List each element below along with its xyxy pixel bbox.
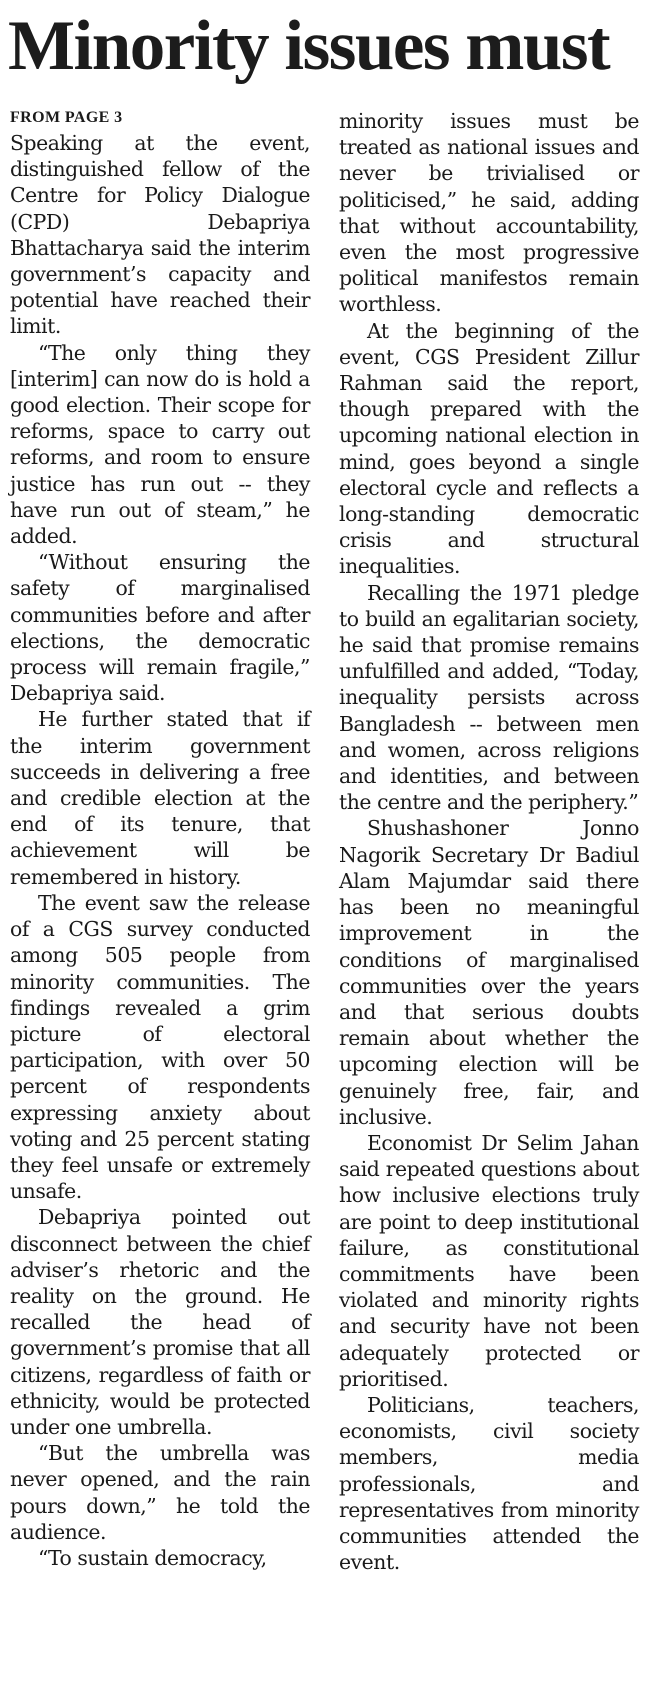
paragraph: “Without ensuring the safety of marginalised communities before and after elections, the democratic process will remain fragile,” Debapriya said. [10, 550, 310, 706]
paragraph: He further stated that if the interim government succeeds in delivering a free and credible election at the end of its tenure, that achievement will be remembered in history. [10, 707, 310, 889]
paragraph: minority issues must be treated as national issues and never be trivialised or politicised,” he said, adding that without accountability, even the most progressive political manifestos remain worthless. [339, 109, 639, 317]
paragraph: Speaking at the event, distinguished fellow of the Centre for Policy Dialogue (CPD) Debapriya Bhattacharya said the interim government’s capacity and potential have reached their limit. [10, 131, 310, 339]
paragraph: Shushashoner Jonno Nagorik Secretary Dr Badiul Alam Majumdar said there has been no meaningful improvement in the conditions of marginalised communities over the years and that serious doubts remain about whether the upcoming election will be genuinely free, fair, and inclusive. [339, 816, 639, 1129]
paragraph: “The only thing they [interim] can now do is hold a good election. Their scope for reforms, space to carry out reforms, and room to ensure justice has run out -- they have run out of steam,” he added. [10, 340, 310, 549]
paragraph: Politicians, teachers, economists, civil society members, media professionals, and representatives from minority communities attended the event. [339, 1392, 639, 1575]
headline: Minority issues must [8, 7, 610, 85]
paragraph: Debapriya pointed out disconnect between the chief adviser’s rhetoric and the reality on the ground. He recalled the head of government’s promise that all citizens, regardless of faith or ethnicity, would be protected under one umbrella. [10, 1205, 310, 1439]
paragraph: At the beginning of the event, CGS President Zillur Rahman said the report, though prepared with the upcoming national election in mind, goes beyond a single electoral cycle and reflects a long-standing democratic crisis and structural inequalities. [339, 318, 639, 579]
paragraph: Recalling the 1971 pledge to build an egalitarian society, he said that promise remains unfulfilled and added, “Today, inequality persists across Bangladesh -- between men and women, across religions and identities, and between the centre and the periphery.” [339, 580, 639, 815]
article-column-left [10, 108, 310, 1571]
paragraph: “To sustain democracy, [38, 1545, 267, 1570]
paragraph: Economist Dr Selim Jahan said repeated questions about how inclusive elections truly are point to deep institutional failure, as constitutional commitments have been violated and minority rights and security have not been adequately protected or prioritised. [339, 1130, 639, 1391]
paragraph: “But the umbrella was never opened, and the rain pours down,” he told the audience. [10, 1441, 310, 1544]
dateline: FROM PAGE 3 [10, 109, 123, 126]
article-column-right [339, 108, 639, 1575]
paragraph: The event saw the release of a CGS survey conducted among 505 people from minority communities. The findings revealed a grim picture of electoral participation, with over 50 percent of respondents expressing anxiety about voting and 25 percent stating they feel unsafe or extremely unsafe. [10, 890, 310, 1204]
